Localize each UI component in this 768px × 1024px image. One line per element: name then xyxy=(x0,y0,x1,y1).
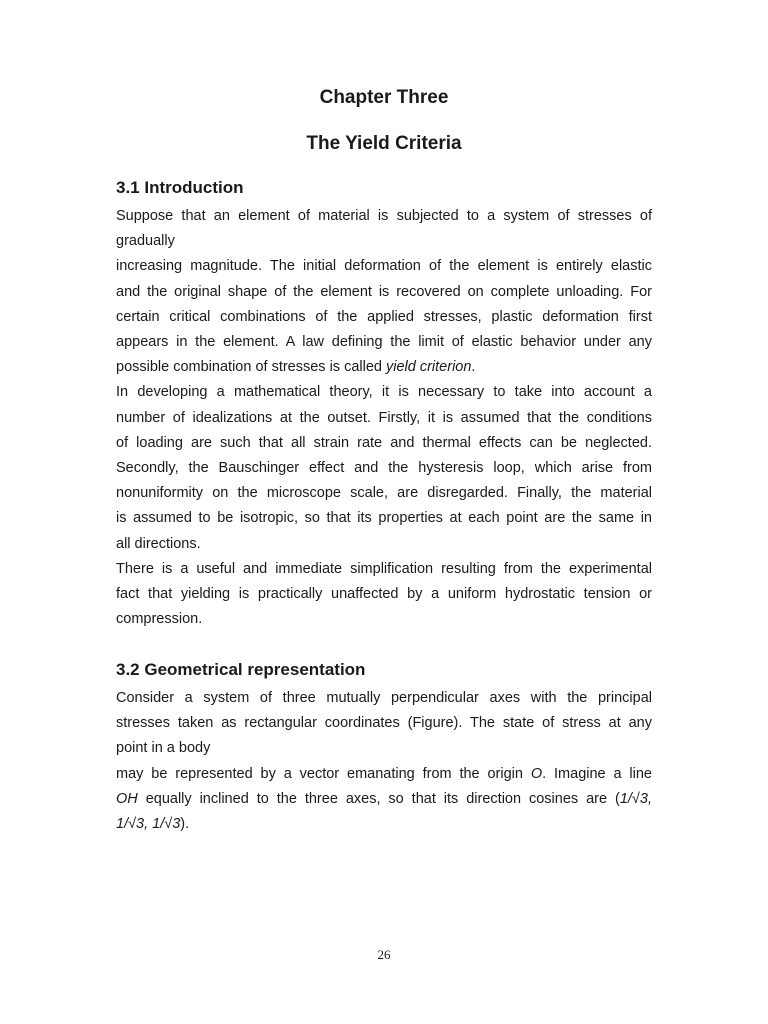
text-line: fact that yielding is practically unaffected by a uniform hydrostatic tension or xyxy=(116,586,652,603)
section-heading: 3.2 Geometrical representation xyxy=(116,660,366,679)
text-line: certain critical combinations of the applied stresses, plastic deformation first xyxy=(116,308,652,325)
paragraph xyxy=(116,686,652,762)
text-line: stresses taken as rectangular coordinates (Figure). The state of stress at any xyxy=(116,715,652,732)
chapter-subtitle: The Yield Criteria xyxy=(306,133,462,154)
text-line: is assumed to be isotropic, so that its properties at each point are the same in xyxy=(116,510,652,527)
text-run: possible combination of stresses is called xyxy=(116,359,386,376)
paragraph xyxy=(116,557,652,633)
text-line xyxy=(116,812,652,837)
text-run: ). xyxy=(180,816,190,833)
text-line xyxy=(116,355,652,380)
text-line: Suppose that an element of material is subjected to a system of stresses of xyxy=(116,208,652,224)
text-line: Secondly, the Bauschinger effect and the hysteresis loop, which arise from xyxy=(116,460,652,477)
text-line: Consider a system of three mutually perpendicular axes with the principal xyxy=(116,690,652,706)
text-line: number of idealizations at the outset. Firstly, it is assumed that the conditions xyxy=(116,409,652,426)
paragraph xyxy=(116,380,652,556)
text-line xyxy=(116,787,652,812)
text-run: . xyxy=(471,359,476,376)
text-line: increasing magnitude. The initial deformation of the element is entirely elastic xyxy=(116,258,652,275)
page-number: 26 xyxy=(377,947,391,962)
paragraph xyxy=(116,762,652,838)
text-run: . Imagine a line xyxy=(542,765,652,782)
text-line: all directions. xyxy=(116,535,201,552)
text-line: and the original shape of the element is recovered on complete unloading. For xyxy=(116,283,652,300)
section-geometrical-representation xyxy=(116,658,652,837)
text-line: There is a useful and immediate simplification resulting from the experimental xyxy=(116,560,652,577)
text-line: of loading are such that all strain rate and thermal effects can be neglected. xyxy=(116,434,652,451)
chapter-title: Chapter Three xyxy=(319,87,449,108)
section-heading: 3.1 Introduction xyxy=(116,178,244,197)
text-run: equally inclined to the three axes, so that its direction cosines are ( xyxy=(137,790,620,807)
italic-term: O xyxy=(530,765,543,782)
paragraph xyxy=(116,204,652,380)
text-line: In developing a mathematical theory, it is necessary to take into account a xyxy=(116,384,652,401)
section-introduction xyxy=(116,176,652,632)
text-line: nonuniformity on the microscope scale, are disregarded. Finally, the material xyxy=(116,485,652,502)
text-line: gradually xyxy=(116,233,175,250)
italic-term: 1/√3, 1/√3 xyxy=(116,816,181,833)
text-run: may be represented by a vector emanating from the origin xyxy=(116,765,531,782)
text-line: compression. xyxy=(116,611,203,628)
text-line xyxy=(116,762,652,787)
italic-term: 1/√3, xyxy=(619,790,652,807)
italic-term: yield criterion xyxy=(386,359,472,376)
italic-term: OH xyxy=(116,790,138,807)
text-line: point in a body xyxy=(116,740,211,757)
text-line: appears in the element. A law defining the limit of elastic behavior under any xyxy=(116,334,652,351)
